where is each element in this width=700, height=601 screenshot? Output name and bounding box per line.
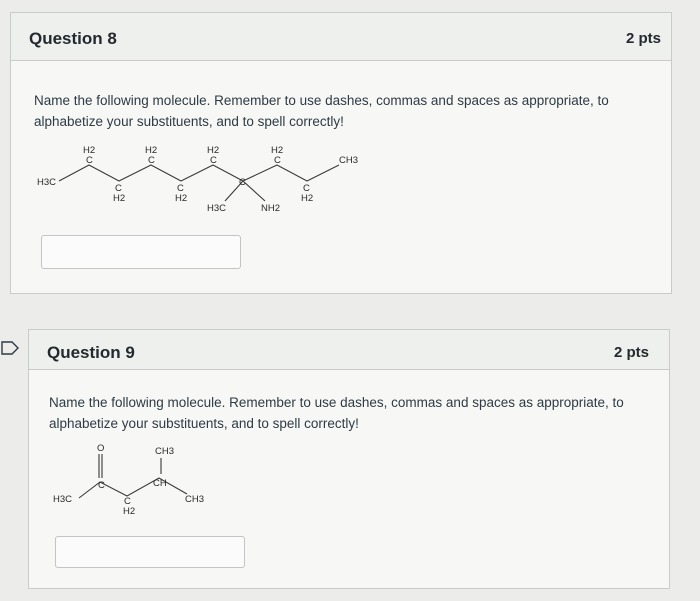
q9-label-h3c: H3C [53, 494, 73, 505]
question-9-title: Question 9 [47, 343, 135, 362]
question-8-card [10, 12, 672, 294]
q9-label-ch3-top: CH3 [155, 446, 175, 457]
question-8-molecule [33, 141, 373, 221]
question-9-molecule [47, 438, 247, 518]
q8-label-c-8: C [303, 183, 310, 194]
q9-label-ch: CH [153, 478, 167, 489]
q8-label-c-2: C [148, 155, 155, 166]
q9-label-h2: H2 [123, 506, 136, 517]
q8-label-h2-8: H2 [301, 193, 314, 204]
q8-label-h2-5: H2 [113, 193, 126, 204]
question-9-prompt-line1: Name the following molecule. Remember to use dashes, commas and spaces as appropriate, to [49, 395, 624, 410]
question-9-answer-input[interactable] [55, 536, 245, 568]
q8-label-ch3: CH3 [339, 155, 359, 166]
q8-label-c-4: C [274, 155, 281, 166]
q8-label-h2-2: H2 [145, 145, 158, 156]
question-8-prompt-line2: alphabetize your substituents, and to spell correctly! [34, 114, 344, 129]
question-8-title: Question 8 [29, 29, 117, 48]
q9-label-o: O [97, 443, 105, 454]
q8-label-h2-3: H2 [207, 145, 220, 156]
q8-label-h2-1: H2 [83, 145, 96, 156]
q8-label-h2-4: H2 [271, 145, 284, 156]
question-9-points: 2 pts [613, 344, 649, 361]
question-8-answer-input[interactable] [41, 235, 241, 269]
flag-icon[interactable] [0, 339, 22, 357]
question-8-prompt-line1: Name the following molecule. Remember to use dashes, commas and spaces as appropriate, to [34, 93, 609, 108]
q8-label-c-7: C [239, 177, 246, 188]
q8-label-c-1: C [86, 155, 93, 166]
q9-label-ch3-right: CH3 [185, 494, 205, 505]
q8-label-h3c: H3C [37, 177, 57, 188]
q9-label-c: C [124, 496, 131, 507]
q8-label-c-6: C [177, 183, 184, 194]
q8-label-c-3: C [210, 155, 217, 166]
question-9-card [28, 329, 670, 589]
q9-label-c-carbonyl: C [98, 480, 105, 491]
q8-label-h2-6: H2 [175, 193, 188, 204]
q8-label-c-5: C [115, 183, 122, 194]
question-9-prompt-line2: alphabetize your substituents, and to spell correctly! [49, 416, 359, 431]
q8-label-h3c-sub: H3C [207, 203, 227, 214]
q8-label-nh2: NH2 [261, 203, 281, 214]
question-8-points: 2 pts [625, 30, 661, 47]
